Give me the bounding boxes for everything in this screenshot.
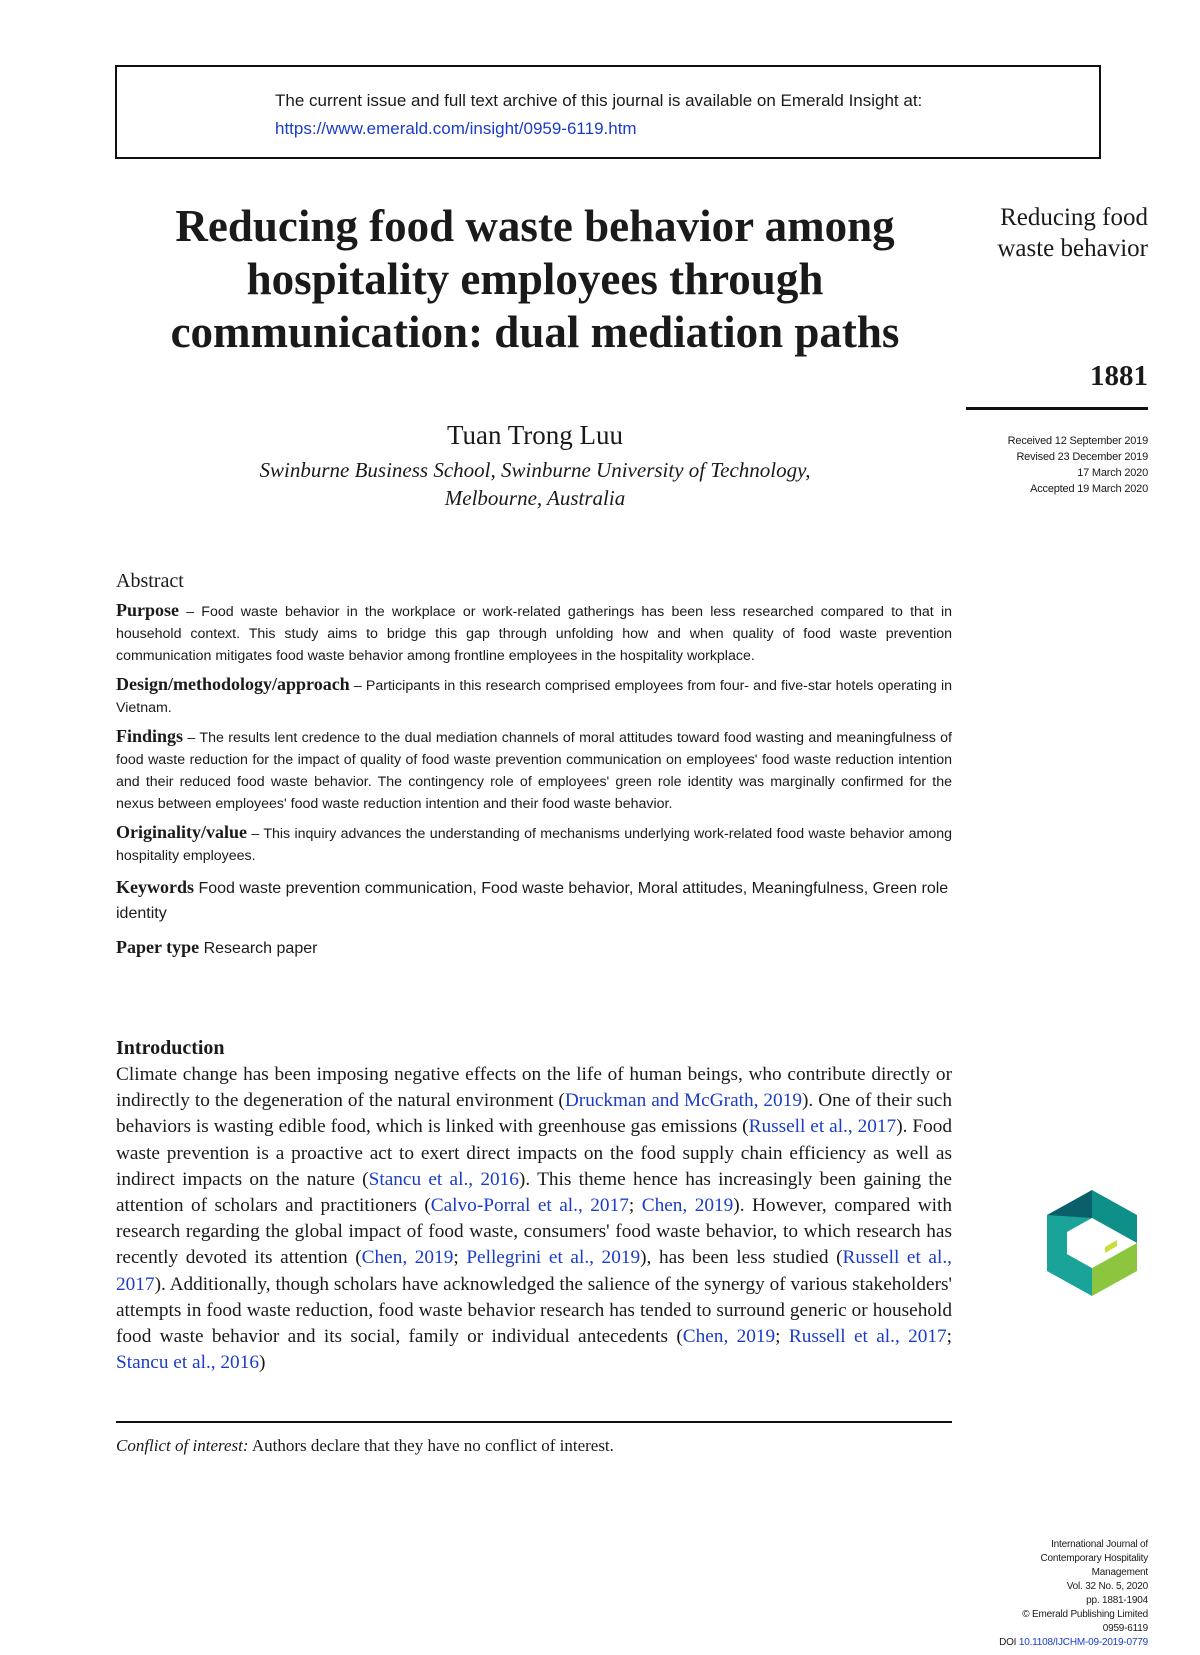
citation-link[interactable]: Pellegrini et al., 2019 [466, 1247, 641, 1269]
citation-link[interactable]: Calvo-Porral et al., 2017 [430, 1195, 629, 1217]
abstract-originality [116, 821, 952, 867]
introduction-paragraph [116, 1062, 952, 1376]
originality-text: – This inquiry advances the understanding of mechanisms underlying work-related food waste behavior among hospitality employees. [116, 826, 952, 864]
body-text: ), has been less studied ( [640, 1247, 843, 1269]
journal-url-link[interactable]: https://www.emerald.com/insight/0959-6119.htm [275, 119, 637, 138]
keywords [116, 875, 952, 926]
citation-link[interactable]: Stancu et al., 2016 [368, 1168, 519, 1190]
purpose-label: Purpose [116, 600, 179, 620]
body-text: ). However, compared with research regarding the global impact of food waste, consumers' food waste behavior, to which research has recently devoted its attention ( [116, 1195, 952, 1269]
body-text: ). Food waste prevention is a proactive act to exert direct impacts on the food supply chain efficiency as well as indirect impacts on the nature ( [116, 1116, 952, 1190]
running-title [997, 202, 1148, 264]
received-date: Received 12 September 2019 [1007, 435, 1148, 447]
journal-name: Contemporary Hospitality [1040, 1553, 1148, 1564]
paper-type-text: Research paper [199, 940, 318, 957]
body-text: Climate change has been imposing negative effects on the life of human beings, who contribute directly or indirectly to the degeneration of the natural environment ( [116, 1064, 952, 1112]
doi-label: DOI [999, 1637, 1019, 1648]
abstract-purpose [116, 599, 952, 667]
journal-access-box [115, 65, 1101, 159]
body-text: ). Additionally, though scholars have acknowledged the salience of the synergy of various stakeholders' attempts in food waste reduction, food waste behavior research has tended to surround generic or household food waste behavior and its social, family or individual antecedents ( [116, 1273, 952, 1348]
purpose-text: – Food waste behavior in the workplace or work-related gatherings has been less researched compared to that in household context. This study aims to bridge this gap through unfolding how and when quality of food waste prevention communication mitigates food waste behavior among frontline employees in the hospitality workplace. [116, 604, 952, 664]
citation-link[interactable]: Russell et al., 2017 [748, 1116, 897, 1138]
revised-date-2: 17 March 2020 [1077, 467, 1148, 479]
design-label: Design/methodology/approach [116, 674, 350, 694]
body-text: ; [775, 1326, 789, 1348]
body-text: ). One of their such behaviors is wasting edible food, which is linked with greenhouse gas emissions ( [116, 1090, 952, 1138]
journal-copyright: © Emerald Publishing Limited [1022, 1609, 1148, 1620]
introduction-heading: Introduction [116, 1037, 225, 1059]
citation-link[interactable]: Chen, 2019 [641, 1195, 734, 1217]
citation-link[interactable]: Druckman and McGrath, 2019 [564, 1090, 802, 1112]
citation-link[interactable]: Chen, 2019 [361, 1247, 454, 1269]
journal-name: Management [1091, 1567, 1148, 1578]
abstract-heading: Abstract [116, 570, 184, 592]
journal-info [999, 1538, 1148, 1650]
citation-link[interactable]: Stancu et al., 2016 [116, 1352, 259, 1374]
conflict-label: Conflict of interest: [116, 1436, 249, 1455]
body-text: ) [258, 1352, 266, 1374]
sidebar-divider [966, 407, 1148, 410]
body-text: ). This theme hence has increasingly been gaining the attention of scholars and practitioners ( [116, 1168, 952, 1217]
doi-link[interactable]: 10.1108/IJCHM-09-2019-0779 [1018, 1637, 1148, 1648]
access-note: The current issue and full text archive of this journal is available on Emerald Insight at: [275, 91, 923, 110]
paper-title: Reducing food waste behavior among hospitality employees through communication: dual mediation paths [170, 201, 900, 357]
journal-doi [999, 1636, 1148, 1650]
paper-type-label: Paper type [116, 937, 200, 957]
paper-type [116, 936, 952, 960]
journal-issn: 0959-6119 [1102, 1623, 1148, 1634]
abstract-section [116, 570, 952, 966]
running-title-line: waste behavior [997, 235, 1148, 262]
citation-link[interactable]: Chen, 2019 [682, 1326, 776, 1348]
conflict-text: Authors declare that they have no conflict of interest. [248, 1436, 614, 1455]
journal-volume: Vol. 32 No. 5, 2020 [1066, 1581, 1148, 1592]
affiliation-line: Melbourne, Australia [444, 486, 626, 510]
design-text: – Participants in this research comprised employees from four- and five-star hotels operating in Vietnam. [116, 678, 952, 716]
journal-pages: pp. 1881-1904 [1086, 1595, 1148, 1606]
conflict-footnote [116, 1436, 614, 1456]
citation-link[interactable]: Russell et al., 2017 [116, 1247, 952, 1295]
revised-date: Revised 23 December 2019 [1016, 451, 1148, 463]
findings-label: Findings [116, 726, 184, 746]
running-title-line: Reducing food [1000, 204, 1148, 231]
history-dates [1008, 433, 1148, 497]
body-text: ; [946, 1326, 953, 1348]
findings-text: – The results lent credence to the dual mediation channels of moral attitudes toward food wasting and meaningfulness of food waste reduction for the impact of quality of food waste prevention communication on employees' food waste reduction intention and their reduced food waste behavior. The contingency role of employees' green role identity was marginally confirmed for the nexus between employees' food waste reduction intention and their food waste behavior. [116, 730, 952, 812]
accepted-date: Accepted 19 March 2020 [1030, 483, 1148, 495]
footnote-rule [116, 1421, 952, 1423]
author-name: Tuan Trong Luu [446, 420, 624, 450]
citation-link[interactable]: Russell et al., 2017 [788, 1326, 947, 1348]
abstract-findings [116, 725, 952, 815]
keywords-label: Keywords [116, 877, 194, 897]
emerald-logo-icon [1045, 1188, 1140, 1303]
affiliation-line: Swinburne Business School, Swinburne University of Technology, [259, 458, 811, 482]
journal-name: International Journal of [1051, 1539, 1148, 1550]
body-text: ; [453, 1247, 467, 1269]
page-number: 1881 [1090, 360, 1148, 392]
abstract-design [116, 673, 952, 719]
originality-label: Originality/value [116, 822, 248, 842]
body-text: ; [628, 1195, 642, 1217]
introduction-section [116, 1037, 952, 1376]
keywords-text: Food waste prevention communication, Food waste behavior, Moral attitudes, Meaningfulness, Green role identity [116, 880, 949, 922]
affiliation [145, 456, 925, 512]
